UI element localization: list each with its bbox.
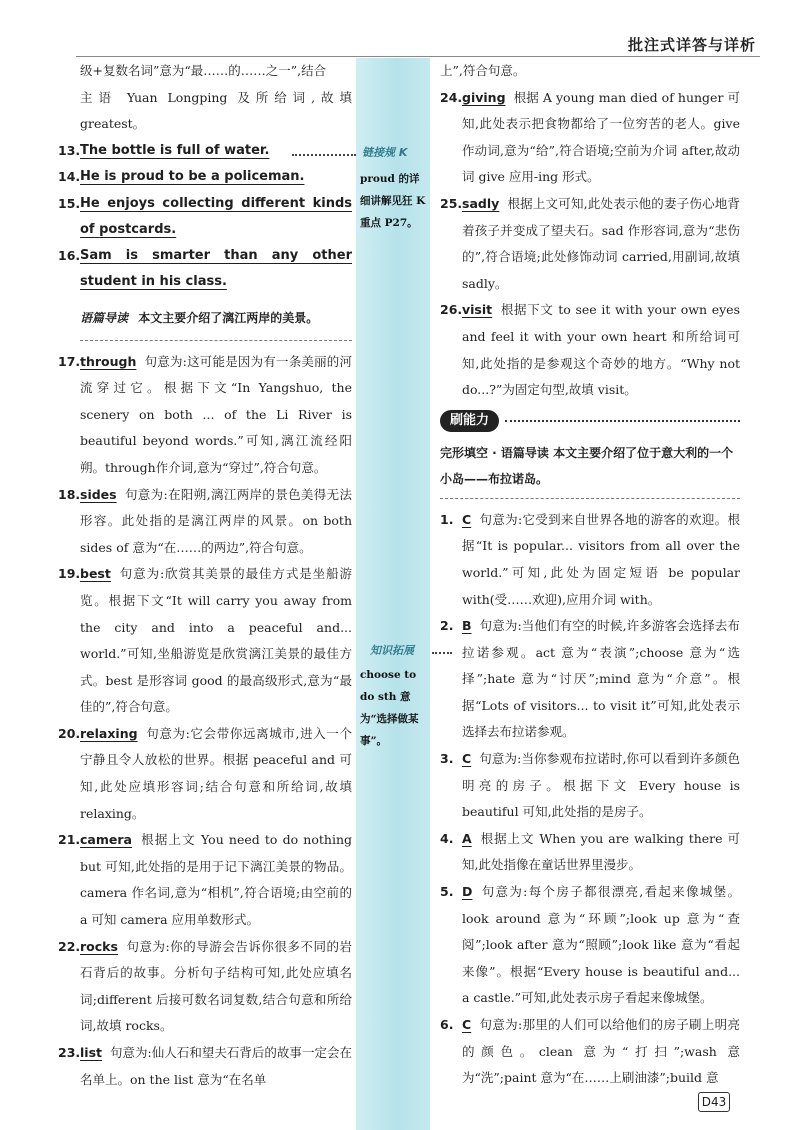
- answer-word: giving: [462, 89, 506, 105]
- reading-guide: [80, 301, 352, 341]
- section-badge: [440, 410, 740, 432]
- sentence-text: The bottle is full of water.: [80, 142, 270, 158]
- item-number: 3.: [440, 751, 454, 767]
- answer-letter: C: [462, 511, 472, 527]
- sentence-item: [58, 243, 352, 295]
- sentence-text: Sam is smarter than any other student in his class.: [80, 247, 352, 289]
- cloze-item: [440, 879, 740, 1012]
- page-header: [0, 0, 800, 56]
- answer-item: [58, 721, 352, 827]
- explanation-text: 句意为:在阳朔,漓江两岸的景色美得无法形容。此处指的是漓江两岸的风景。on both sides of 意为“在……的两边”,符合句意。: [80, 486, 352, 555]
- answer-word: visit: [462, 302, 493, 318]
- answer-item: [440, 85, 740, 191]
- explanation-text: 根据上文 You need to do nothing but 可知,此处指的是用于记下漓江美景的物品。camera 作名词,意为“相机”,符合语境;由空前的 a 可知 camera 应用单数形式。: [80, 832, 352, 928]
- margin-note-2-text: choose to do sth 意为“选择做某事”。: [360, 669, 419, 747]
- cloze-item: [440, 1012, 740, 1092]
- reading-guide-tag: 语篇导读: [80, 310, 129, 325]
- answer-letter: D: [462, 884, 473, 900]
- answer-item: [440, 297, 740, 403]
- answer-letter: C: [462, 1017, 472, 1032]
- item-number: 15.: [58, 195, 81, 211]
- answer-word: camera: [80, 832, 132, 848]
- cloze-item: [440, 613, 740, 746]
- item-number: 23.: [58, 1045, 81, 1060]
- item-number: 16.: [58, 247, 81, 263]
- cloze-item: [440, 826, 740, 879]
- answer-item: [58, 1040, 352, 1093]
- sentence-item: [58, 164, 352, 191]
- margin-note-2-tag: 知识拓展: [370, 644, 414, 657]
- item-number: 21.: [58, 832, 81, 848]
- margin-note-1-text: proud 的详细讲解见狂 K 重点 P27。: [360, 173, 426, 229]
- cloze-item: [440, 746, 740, 826]
- sentence-item: [58, 191, 352, 243]
- item-number: 4.: [440, 830, 454, 846]
- sentence-text: He is proud to be a policeman.: [80, 169, 305, 185]
- right-column: [440, 58, 740, 1092]
- answer-letter: C: [462, 751, 472, 767]
- item-number: 14.: [58, 169, 81, 185]
- answer-item: [58, 827, 352, 933]
- section-badge-dots: [505, 420, 740, 422]
- explanation-text: 句意为:欣赏其美景的最佳方式是坐船游览。根据下文“It will carry you away from the city and into a peaceful and... world.”可知,坐船游览是欣赏漓江美景的最佳方式。best 是形容词 good 的最高级形式,意为“最佳的”,符合句意。: [80, 566, 352, 715]
- continuation-line: 上”,符合句意。: [440, 63, 526, 78]
- answer-item: [58, 934, 352, 1040]
- explanation-text: 句意为:你的导游会告诉你很多不同的岩石背后的故事。分析句子结构可知,此处应填名词;different 后接可数名词复数,结合句意和所给词,故填 rocks。: [80, 938, 352, 1034]
- explanation-text: 根据下文 to see it with your own eyes and feel it with your own heart 和所给词可知,此处指的是参观这个奇妙的地方。“Why not do...?”为固定句型,故填 visit。: [462, 302, 740, 398]
- margin-note-1-tag: 链接规 K: [362, 146, 408, 159]
- explanation-text: 句意为:每个房子都很漂亮,看起来像城堡。look around 意为“环顾”;look up 意为“查阅”;look after 意为“照顾”;look like 意为“看起来像”。根据“Every house is beautiful and... a castle.”可知,此处表示房子看起来像城堡。: [462, 884, 740, 1006]
- page-number: D43: [698, 1092, 730, 1112]
- sentence-item: [58, 138, 352, 165]
- answer-word: through: [80, 353, 137, 369]
- answer-item: [58, 482, 352, 562]
- item-number: 22.: [58, 938, 81, 954]
- cloze-intro: 完形填空 · 语篇导读 本文主要介绍了位于意大利的一个小岛——布拉诺岛。: [440, 440, 740, 499]
- answer-word: best: [80, 566, 111, 582]
- explanation-text: 根据上文 When you are walking there 可知,此处指像在童话世界里漫步。: [462, 830, 740, 873]
- answer-item: [58, 561, 352, 721]
- explanation-text: 句意为:当他们有空的时候,许多游客会选择去布拉诺参观。act 意为“表演”;choose 意为“选择”;hate 意为“讨厌”;mind 意为“介意”。根据“Lots of visitors... to visit it”可知,此处表示选择去布拉诺参观。: [462, 618, 740, 740]
- sentence-text: He enjoys collecting different kinds of postcards.: [80, 195, 352, 237]
- item-number: 2.: [440, 618, 454, 634]
- section-badge-label: 刷能力: [440, 410, 499, 432]
- reading-guide-text: 本文主要介绍了漓江两岸的美景。: [138, 310, 319, 325]
- explanation-text: 根据上文可知,此处表示他的妻子伤心地背着孩子并变成了望夫石。sad 作形容词,意为“悲伤的”,符合语境;此处修饰动词 carried,用副词,故填 sadly。: [462, 195, 740, 291]
- intro-line: 级+复数名词”意为“最……的……之一”,结合: [80, 63, 327, 78]
- explanation-text: 根据 A young man died of hunger 可知,此处表示把食物都给了一位穷苦的老人。give 作动词,意为“给”,符合语境;空前为介词 after,故动词 give 应用-ing 形式。: [462, 89, 740, 185]
- answer-word: sides: [80, 486, 117, 502]
- item-number: 13.: [58, 142, 81, 158]
- explanation-text: 句意为:当你参观布拉诺时,你可以看到许多颜色明亮的房子。根据下文 Every house is beautiful 可知,此处指的是房子。: [462, 751, 740, 820]
- explanation-text: 句意为:这可能是因为有一条美丽的河流穿过它。根据下文“In Yangshuo, the scenery on both ... of the Li River is beautiful beyond words.”可知,漓江流经阳朔。through作介词,意为“穿过”,符合句意。: [80, 353, 352, 475]
- item-number: 6.: [440, 1017, 454, 1032]
- answer-word: rocks: [80, 938, 118, 954]
- header-divider: [76, 56, 760, 57]
- intro-line: 主语 Yuan Longping 及所给词,故填 greatest。: [80, 89, 352, 132]
- item-number: 26.: [440, 302, 463, 318]
- item-number: 1.: [440, 511, 454, 527]
- cloze-item: [440, 507, 740, 613]
- item-number: 19.: [58, 566, 81, 582]
- header-title: 批注式详答与详析: [627, 36, 756, 54]
- explanation-text: 句意为:仙人石和望夫石背后的故事一定会在名单上。on the list 意为“在名单: [80, 1045, 352, 1087]
- item-number: 20.: [58, 725, 81, 741]
- item-number: 17.: [58, 353, 81, 369]
- answer-item: [58, 349, 352, 482]
- left-column: [58, 58, 352, 1093]
- answer-word: sadly: [462, 195, 500, 211]
- answer-word: list: [80, 1045, 102, 1060]
- item-number: 25.: [440, 195, 463, 211]
- answer-word: relaxing: [80, 725, 138, 741]
- item-number: 24.: [440, 89, 463, 105]
- explanation-text: 句意为:那里的人们可以给他们的房子刷上明亮的颜色。clean 意为“打扫”;wash 意为“洗”;paint 意为“在……上刷油漆”;build 意: [462, 1017, 740, 1086]
- item-number: 5.: [440, 884, 454, 900]
- answer-item: [440, 191, 740, 297]
- explanation-text: 句意为:它会带你远离城市,进入一个宁静且令人放松的世界。根据 peaceful and 可知,此处应填形容词;结合句意和所给词,故填 relaxing。: [80, 725, 352, 821]
- item-number: 18.: [58, 486, 81, 502]
- answer-letter: A: [462, 830, 472, 846]
- explanation-text: 句意为:它受到来自世界各地的游客的欢迎。根据“It is popular... visitors from all over the world.”可知,此处为固定短语 be popular with(受……欢迎),应用介词 with。: [462, 511, 740, 607]
- answer-letter: B: [462, 618, 472, 634]
